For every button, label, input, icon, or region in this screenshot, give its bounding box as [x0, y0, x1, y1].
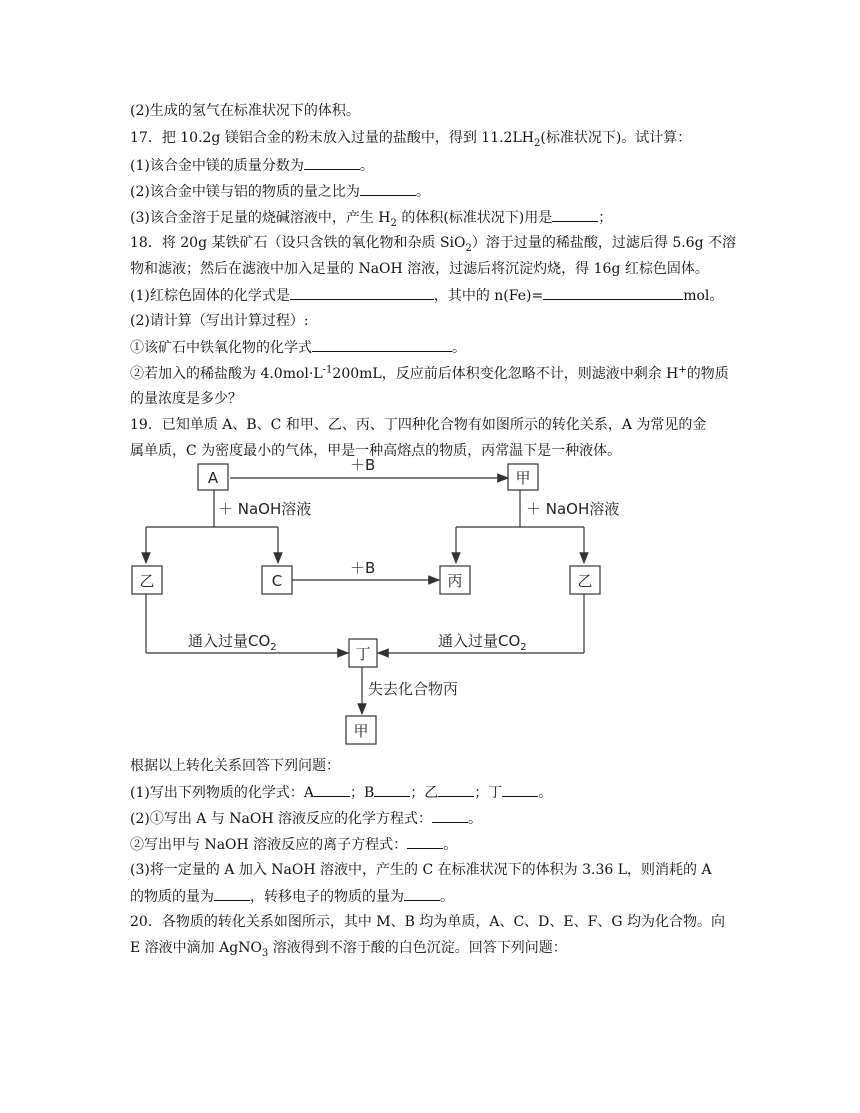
answer-blank[interactable] [304, 155, 360, 170]
text-line: (2)请计算（写出计算过程）: [130, 313, 309, 329]
arrow-label-lose-bing: 失去化合物丙 [368, 680, 459, 698]
answer-blank[interactable] [432, 808, 468, 823]
label-yi-left: 乙 [139, 572, 155, 590]
text-line: (1)红棕色固体的化学式是 ，其中的 n(Fe)= mol。 [130, 285, 723, 306]
arrow-label-plus-B-mid: ＋B [350, 559, 376, 577]
arrow-label-plus-B-top: ＋B [350, 456, 376, 474]
answer-blank[interactable] [438, 782, 474, 797]
text-line: 属单质，C 为密度最小的气体，甲是一种高熔点的物质，丙常温下是一种液体。 [130, 443, 622, 459]
conversion-diagram [128, 452, 648, 752]
text-line: ①该矿石中铁氧化物的化学式 。 [130, 337, 466, 358]
label-ding: 丁 [355, 645, 371, 663]
answer-blank[interactable] [290, 285, 434, 300]
label-C: C [271, 572, 283, 590]
text-line: ②写出甲与 NaOH 溶液反应的离子方程式： 。 [130, 834, 457, 855]
answer-blank[interactable] [552, 207, 598, 222]
text-line: (2)①写出 A 与 NaOH 溶液反应的化学方程式： 。 [130, 808, 482, 829]
text-line: 的量浓度是多少？ [130, 391, 242, 407]
text-line: 根据以上转化关系回答下列问题： [130, 758, 340, 774]
text-line: 物和滤液；然后在滤液中加入足量的 NaOH 溶液，过滤后将沉淀灼烧，得 16g 红棕色固体。 [130, 261, 709, 277]
arrow-label-naoh-left: ＋ NaOH溶液 [218, 500, 312, 518]
answer-blank[interactable] [374, 782, 410, 797]
answer-blank[interactable] [404, 886, 440, 901]
label-jia-top: 甲 [515, 469, 531, 487]
label-bing: 丙 [447, 572, 463, 590]
answer-blank[interactable] [407, 834, 443, 849]
arrow-label-naoh-right: ＋ NaOH溶液 [526, 500, 620, 518]
question-20: 20．各物质的转化关系如图所示，其中 M、B 均为单质，A、C、D、E、F、G 均为化合物。向 [130, 914, 725, 930]
text-line: (1)该合金中镁的质量分数为 。 [130, 155, 374, 176]
text-line: ②若加入的稀盐酸为 $4.0mol\cdot L^{-1}200mL$，反应前后体积变化忽略不计，则滤液中剩余 H+的物质 [130, 364, 729, 382]
text-line: (1)写出下列物质的化学式：A ；B ；乙 ；丁 。 [130, 782, 552, 803]
answer-blank[interactable] [360, 181, 416, 196]
answer-blank[interactable] [314, 782, 350, 797]
answer-blank[interactable] [543, 285, 683, 300]
question-17: 17．把 10.2g 镁铝合金的粉末放入过量的盐酸中，得到 $11.2LH_2$(标准状况下)。试计算： [130, 130, 692, 149]
answer-blank[interactable] [214, 886, 250, 901]
text-line: (2)该合金中镁与铝的物质的量之比为 。 [130, 181, 430, 202]
answer-blank[interactable] [312, 337, 452, 352]
label-A: A [207, 469, 219, 487]
text-line: (3)该合金溶于足量的烧碱溶液中，产生 $H_2$ 的体积(标准状况下)用是 ； [130, 207, 612, 228]
answer-blank[interactable] [502, 782, 538, 797]
text-line: (2)生成的氢气在标准状况下的体积。 [130, 103, 360, 119]
arrow-label-co2-left: 通入过量$CO_2$ [188, 632, 277, 653]
question-18: 18．将 20g 某铁矿石（设只含铁的氧化物和杂质 SiO$_2$）溶于过量的稀盐酸，过滤后得 5.6g 不溶 [130, 235, 737, 254]
text-line: (3)将一定量的 A 加入 NaOH 溶液中，产生的 C 在标准状况下的体积为 3.36 L，则消耗的 A [130, 862, 712, 878]
label-jia-bottom: 甲 [353, 722, 369, 740]
label-yi-right: 乙 [577, 572, 593, 590]
question-19: 19．已知单质 A、B、C 和甲、乙、丙、丁四种化合物有如图所示的转化关系，A 为常见的金 [130, 417, 707, 433]
arrow-label-co2-right: 通入过量$CO_2$ [438, 632, 527, 653]
text-line: 的物质的量为 ，转移电子的物质的量为 。 [130, 886, 454, 907]
text-line: E 溶液中滴加 AgNO$_3$ 溶液得到不溶于酸的白色沉淀。回答下列问题： [130, 940, 567, 959]
